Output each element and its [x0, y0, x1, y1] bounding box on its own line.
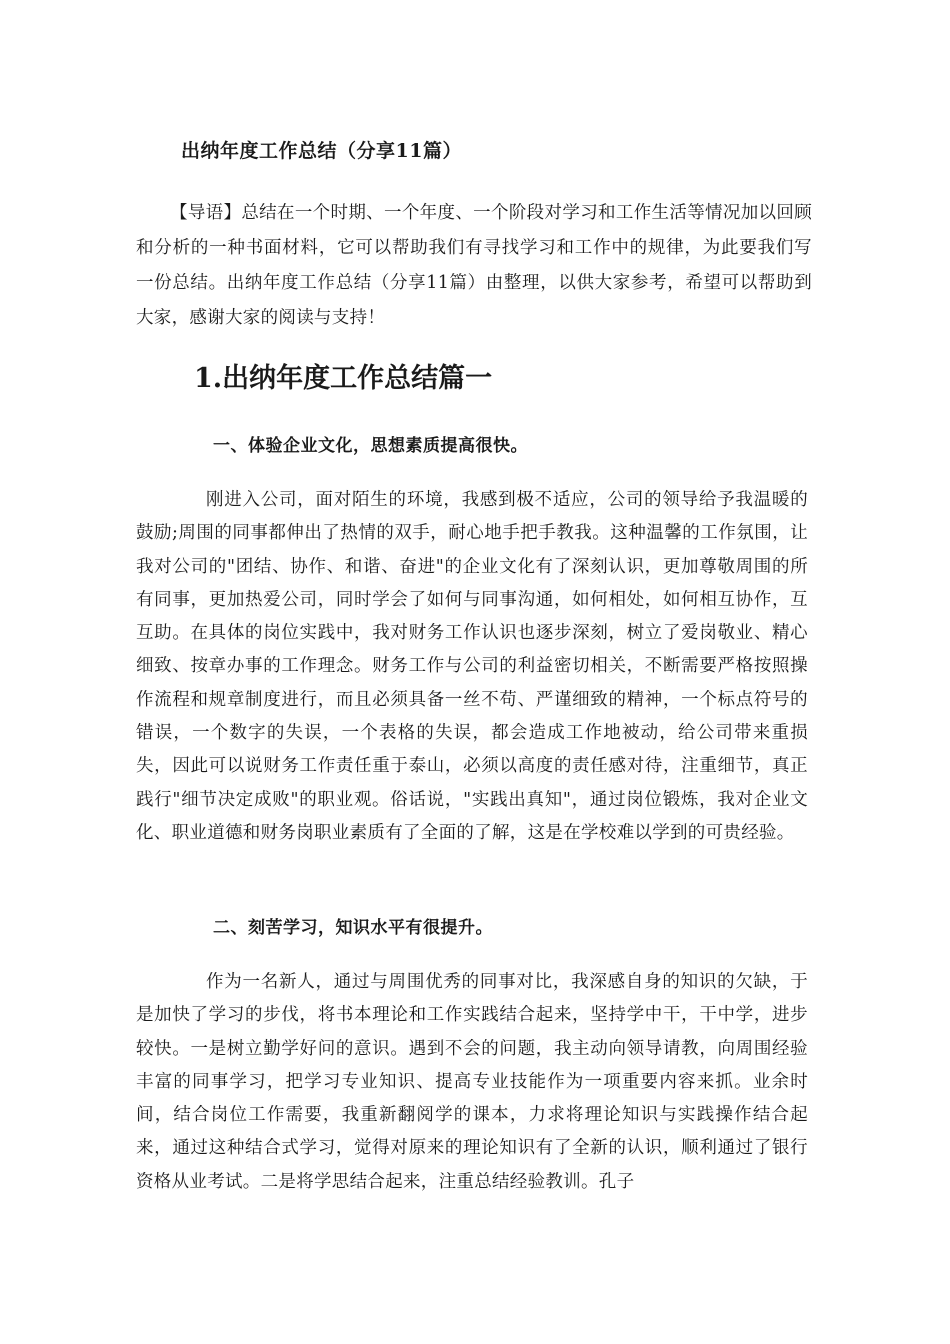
subheading-study: 二、刻苦学习，知识水平有很提升。 — [213, 918, 493, 938]
intro-paragraph: 【导语】总结在一个时期、一个年度、一个阶段对学习和工作生活等情况加以回顾和分析的一种书面材料，它可以帮助我们有寻找学习和工作中的规律，为此要我们写一份总结。出纳年度工作总结（分享11篇）由整理，以供大家参考，希望可以帮助到大家，感谢大家的阅读与支持！ — [136, 203, 812, 328]
section-heading: 1.出纳年度工作总结篇一 — [194, 363, 493, 394]
document-title: 出纳年度工作总结（分享11篇） — [181, 140, 462, 162]
paragraph-culture: 刚进入公司，面对陌生的环境，我感到极不适应，公司的领导给予我温暖的鼓励;周围的同事都伸出了热情的双手，耐心地手把手教我。这种温馨的工作氛围，让我对公司的"团结、协作、和谐、奋进"的企业文化有了深刻认识，更加尊敬周围的所有同事，更加热爱公司，同时学会了如何与同事沟通，如何相处，如何相互协作，互互助。在具体的岗位实践中，我对财务工作认识也逐步深刻，树立了爱岗敬业、精心细致、按章办事的工作理念。财务工作与公司的利益密切相关，不断需要严格按照操作流程和规章制度进行，而且必须具备一丝不苟、严谨细致的精神，一个标点符号的错误，一个数字的失误，一个表格的失误，都会造成工作地被动，给公司带来重损失，因此可以说财务工作责任重于泰山，必须以高度的责任感对待，注重细节，真正践行"细节决定成败"的职业观。俗话说，"实践出真知"，通过岗位锻炼，我对企业文化、职业道德和财务岗职业素质有了全面的了解，这是在学校难以学到的可贵经验。 — [136, 490, 808, 843]
paragraph-study: 作为一名新人，通过与周围优秀的同事对比，我深感自身的知识的欠缺，于是加快了学习的步伐，将书本理论和工作实践结合起来，坚持学中干，干中学，进步较快。一是树立勤学好问的意识。遇到不会的问题，我主动向领导请教，向周围经验丰富的同事学习，把学习专业知识、提高专业技能作为一项重要内容来抓。业余时间，结合岗位工作需要，我重新翻阅学的课本，力求将理论知识与实践操作结合起来，通过这种结合式学习，觉得对原来的理论知识有了全新的认识，顺利通过了银行资格从业考试。二是将学思结合起来，注重总结经验教训。孔子 — [136, 972, 808, 1192]
subheading-culture: 一、体验企业文化，思想素质提高很快。 — [213, 436, 528, 456]
